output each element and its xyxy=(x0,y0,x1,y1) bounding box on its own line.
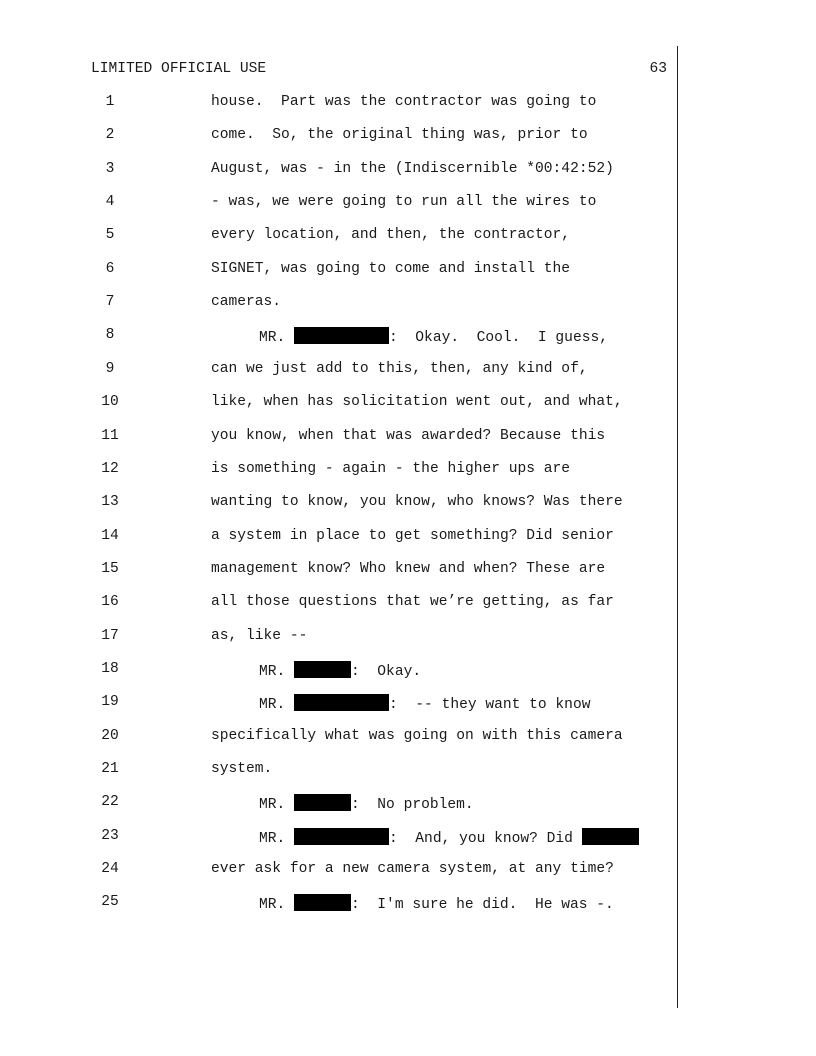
transcript-line xyxy=(0,261,816,283)
transcript-line xyxy=(0,394,816,416)
transcript-line xyxy=(0,161,816,183)
text-segment: house. Part was the contractor was going to xyxy=(211,94,597,110)
line-text xyxy=(259,794,474,813)
line-text xyxy=(211,227,570,243)
line-number: 14 xyxy=(101,527,119,544)
redaction-box xyxy=(294,894,351,911)
text-segment: MR. xyxy=(259,330,295,347)
text-segment: come. So, the original thing was, prior to xyxy=(211,127,588,144)
line-number: 13 xyxy=(101,494,119,511)
transcript-line xyxy=(0,728,816,750)
text-segment: management know? Who knew and when? These are xyxy=(211,560,606,577)
text-segment: system. xyxy=(211,761,273,777)
text-segment: specifically what was going on with this camera xyxy=(211,727,623,744)
line-number: 15 xyxy=(101,560,119,577)
transcript-line xyxy=(0,94,816,116)
text-segment: : -- they want to know xyxy=(389,697,591,714)
line-number: 1 xyxy=(105,94,115,110)
transcript-line xyxy=(0,861,816,883)
transcript-line xyxy=(0,661,816,683)
transcript-line xyxy=(0,761,816,783)
transcript-line xyxy=(0,528,816,550)
text-segment: wanting to know, you know, who knows? Was there xyxy=(211,494,623,511)
line-number: 24 xyxy=(101,861,119,878)
transcript-line xyxy=(0,227,816,249)
line-text xyxy=(211,461,570,477)
text-segment: : I'm sure he did. He was -. xyxy=(351,897,614,914)
text-segment: all those questions that we’re getting, as far xyxy=(211,594,614,611)
line-text xyxy=(211,94,596,110)
transcript-line xyxy=(0,594,816,616)
line-text xyxy=(211,561,605,577)
text-segment: MR. xyxy=(259,897,295,914)
redaction-box xyxy=(294,661,351,678)
line-number: 5 xyxy=(105,227,115,244)
transcript-line xyxy=(0,628,816,650)
page-number: 63 xyxy=(649,61,667,77)
text-segment: August, was - in the (Indiscernible *00:42:52) xyxy=(211,160,614,177)
line-number: 21 xyxy=(101,761,119,777)
classification-label: LIMITED OFFICIAL USE xyxy=(91,61,267,77)
text-segment: MR. xyxy=(259,663,295,680)
text-segment: is something - again - the higher ups are xyxy=(211,460,571,477)
transcript-line xyxy=(0,494,816,516)
line-text xyxy=(259,894,614,913)
redaction-box xyxy=(294,794,351,811)
line-number: 7 xyxy=(105,294,115,311)
redaction-box xyxy=(294,327,389,344)
text-segment: every location, and then, the contractor, xyxy=(211,227,571,244)
line-number: 25 xyxy=(101,894,119,911)
line-number: 11 xyxy=(101,427,119,444)
text-segment: can we just add to this, then, any kind of, xyxy=(211,360,588,377)
text-segment: a system in place to get something? Did senior xyxy=(211,527,614,544)
text-segment: : And, you know? Did xyxy=(389,830,582,847)
page-header xyxy=(91,61,667,81)
text-segment: : No problem. xyxy=(351,797,474,814)
line-number: 12 xyxy=(101,460,119,477)
line-text xyxy=(211,861,614,877)
line-number: 22 xyxy=(101,794,119,811)
transcript-line xyxy=(0,361,816,383)
text-segment: : Okay. Cool. I guess, xyxy=(389,330,608,347)
transcript-line xyxy=(0,194,816,216)
line-text xyxy=(211,294,281,310)
line-text xyxy=(211,428,605,444)
text-segment: - was, we were going to run all the wires to xyxy=(211,194,597,211)
text-segment: MR. xyxy=(259,797,295,814)
transcript-line xyxy=(0,694,816,716)
line-number: 3 xyxy=(105,160,115,177)
line-number: 19 xyxy=(101,694,119,711)
transcript-line xyxy=(0,294,816,316)
transcript-line xyxy=(0,127,816,149)
redaction-box xyxy=(294,694,389,711)
line-text xyxy=(211,161,614,177)
line-text xyxy=(259,327,608,346)
line-text xyxy=(211,361,588,377)
transcript-line xyxy=(0,461,816,483)
line-text xyxy=(259,828,639,847)
transcript-line xyxy=(0,894,816,916)
line-number: 20 xyxy=(101,727,119,744)
line-text xyxy=(211,127,588,143)
line-number: 18 xyxy=(101,660,119,677)
line-text xyxy=(211,628,307,644)
line-number: 9 xyxy=(105,360,115,377)
line-number: 8 xyxy=(105,327,115,344)
line-text xyxy=(211,728,623,744)
line-number: 4 xyxy=(105,194,115,211)
line-text xyxy=(211,494,623,510)
text-segment: cameras. xyxy=(211,294,282,311)
line-number: 16 xyxy=(101,594,119,611)
line-text xyxy=(211,194,596,210)
text-segment: : Okay. xyxy=(351,663,422,680)
transcript-line xyxy=(0,561,816,583)
line-text xyxy=(211,528,614,544)
text-segment: ever ask for a new camera system, at any time? xyxy=(211,861,614,878)
redaction-box xyxy=(294,828,389,845)
line-number: 23 xyxy=(101,827,119,844)
line-number: 10 xyxy=(101,394,119,411)
transcript-line xyxy=(0,794,816,816)
transcript-line xyxy=(0,828,816,850)
text-segment: MR. xyxy=(259,697,295,714)
line-text xyxy=(211,761,272,777)
text-segment: like, when has solicitation went out, and what, xyxy=(211,394,623,411)
transcript-line xyxy=(0,428,816,450)
redaction-box xyxy=(582,828,639,845)
line-text xyxy=(211,261,570,277)
line-text xyxy=(211,594,614,610)
text-segment: as, like -- xyxy=(211,627,308,644)
line-text xyxy=(211,394,623,410)
line-number: 6 xyxy=(105,260,115,277)
transcript-line xyxy=(0,327,816,349)
line-text xyxy=(259,694,590,713)
text-segment: you know, when that was awarded? Because this xyxy=(211,427,606,444)
text-segment: MR. xyxy=(259,830,295,847)
line-number: 17 xyxy=(101,627,119,644)
line-number: 2 xyxy=(105,127,115,144)
line-text xyxy=(259,661,421,680)
text-segment: SIGNET, was going to come and install the xyxy=(211,260,571,277)
